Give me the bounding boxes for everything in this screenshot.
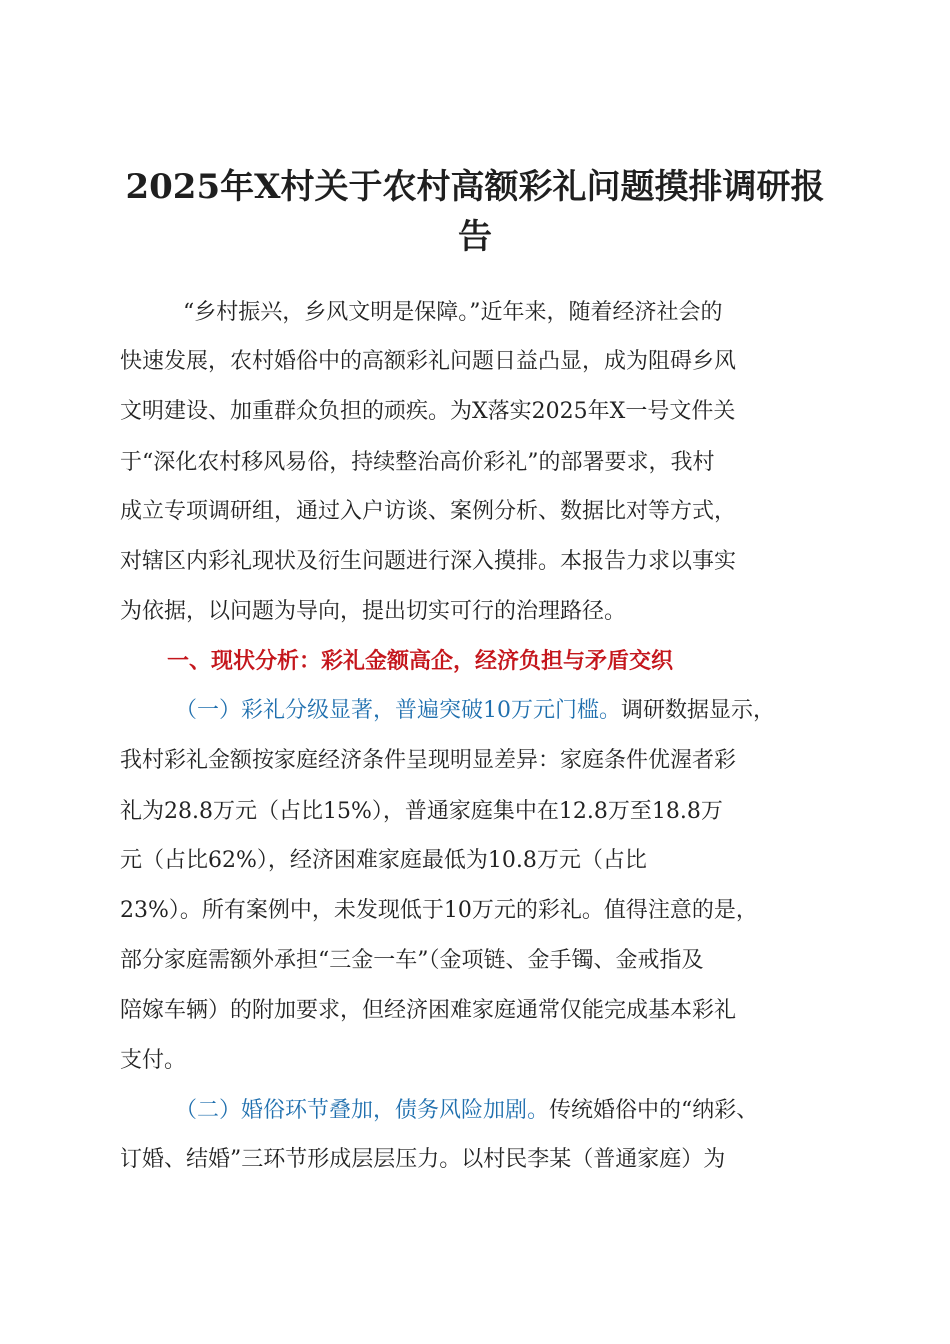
- document-title-line-1: 2025年X村关于农村高额彩礼问题摸排调研报: [125, 167, 825, 207]
- subsection-1-line-3: 礼为28.8万元（占比15%），普通家庭集中在12.8万至18.8万: [120, 799, 723, 824]
- subsection-1-line-4: 元（占比62%），经济困难家庭最低为10.8万元（占比: [120, 848, 647, 873]
- intro-line-5: 成立专项调研组，通过入户访谈、案例分析、数据比对等方式，: [120, 499, 737, 524]
- subsection-1-first-line-rest: 调研数据显示，: [621, 698, 776, 723]
- document-title-line-2: 告: [458, 217, 492, 257]
- subsection-1-line-6: 部分家庭需额外承担“三金一车”（金项链、金手镯、金戒指及: [120, 948, 704, 973]
- subsection-1-heading: （一）彩礼分级显著，普遍突破10万元门槛。: [175, 698, 621, 723]
- intro-line-3: 文明建设、加重群众负担的顽疾。为X落实2025年X一号文件关: [120, 399, 736, 424]
- subsection-1-line-2: 我村彩礼金额按家庭经济条件呈现明显差异：家庭条件优渥者彩: [120, 748, 737, 773]
- subsection-1-first-line: [175, 696, 775, 726]
- subsection-1-line-5: 23%）。所有案例中，未发现低于10万元的彩礼。值得注意的是，: [120, 898, 758, 923]
- subsection-2-heading: （二）婚俗环节叠加，债务风险加剧。: [175, 1098, 550, 1123]
- section-1-heading: 一、现状分析：彩礼金额高企，经济负担与矛盾交织: [167, 648, 674, 674]
- intro-line-4: 于“深化农村移风易俗，持续整治高价彩礼”的部署要求，我村: [120, 450, 715, 475]
- subsection-2-first-line: [175, 1096, 758, 1126]
- subsection-2-line-2: 订婚、结婚”三环节形成层层压力。以村民李某（普通家庭）为: [120, 1147, 726, 1172]
- intro-line-2: 快速发展，农村婚俗中的高额彩礼问题日益凸显，成为阻碍乡风: [120, 349, 737, 374]
- intro-line-1: “乡村振兴，乡风文明是保障。”近年来，随着经济社会的: [183, 300, 723, 325]
- subsection-1-line-7: 陪嫁车辆）的附加要求，但经济困难家庭通常仅能完成基本彩礼: [120, 998, 737, 1023]
- intro-line-7: 为依据，以问题为导向，提出切实可行的治理路径。: [120, 599, 627, 624]
- subsection-2-first-line-rest: 传统婚俗中的“纳彩、: [549, 1098, 759, 1123]
- intro-line-6: 对辖区内彩礼现状及衍生问题进行深入摸排。本报告力求以事实: [120, 549, 737, 574]
- subsection-1-line-8: 支付。: [120, 1048, 187, 1073]
